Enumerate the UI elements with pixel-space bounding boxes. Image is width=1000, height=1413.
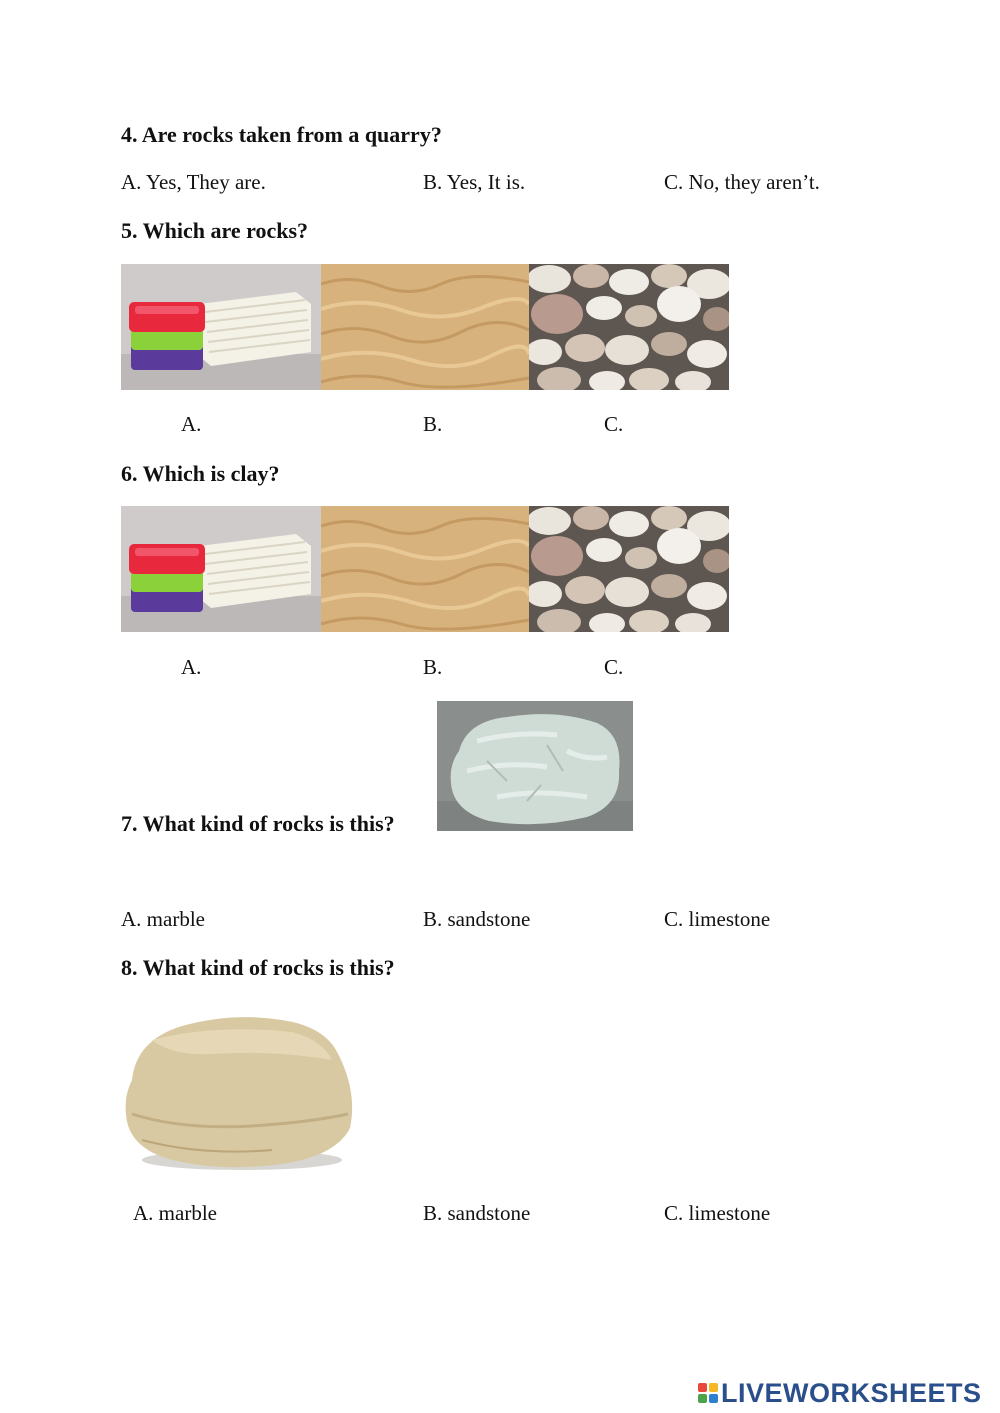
sand-image xyxy=(321,264,529,390)
q6-option-c[interactable]: C. xyxy=(604,655,624,679)
q5-option-a[interactable]: A. xyxy=(181,412,202,436)
q8-option-a[interactable]: A. marble xyxy=(133,1201,217,1225)
marble-rock-image xyxy=(437,701,633,831)
q5-image-strip xyxy=(121,264,729,390)
q4-option-c[interactable]: C. No, they aren’t. xyxy=(664,170,820,194)
question-5: 5. Which are rocks? xyxy=(121,218,309,243)
q7-option-c[interactable]: C. limestone xyxy=(664,907,771,931)
pebbles-image xyxy=(529,506,729,632)
question-8: 8. What kind of rocks is this? xyxy=(121,955,395,980)
sand-image xyxy=(321,506,529,632)
logo-text: LIVEWORKSHEETS xyxy=(721,1377,982,1408)
question-4: 4. Are rocks taken from a quarry? xyxy=(121,122,442,147)
pebbles-image xyxy=(529,264,729,390)
q8-option-c[interactable]: C. limestone xyxy=(664,1201,771,1225)
clay-image xyxy=(121,506,321,632)
q7-option-b[interactable]: B. sandstone xyxy=(423,907,531,931)
q7-option-a[interactable]: A. marble xyxy=(121,907,205,931)
logo-mark-icon xyxy=(698,1383,718,1403)
q5-option-c[interactable]: C. xyxy=(604,412,624,436)
q4-option-a[interactable]: A. Yes, They are. xyxy=(121,170,266,194)
q4-option-b[interactable]: B. Yes, It is. xyxy=(423,170,526,194)
q6-image-strip xyxy=(121,506,729,632)
q5-option-b[interactable]: B. xyxy=(423,412,443,436)
clay-image xyxy=(121,264,321,390)
question-7: 7. What kind of rocks is this? xyxy=(121,811,395,836)
sandstone-rock-image xyxy=(122,1010,358,1174)
q8-option-b[interactable]: B. sandstone xyxy=(423,1201,531,1225)
q6-option-a[interactable]: A. xyxy=(181,655,202,679)
question-6: 6. Which is clay? xyxy=(121,461,280,486)
q6-option-b[interactable]: B. xyxy=(423,655,443,679)
liveworksheets-logo[interactable] xyxy=(698,1378,982,1408)
